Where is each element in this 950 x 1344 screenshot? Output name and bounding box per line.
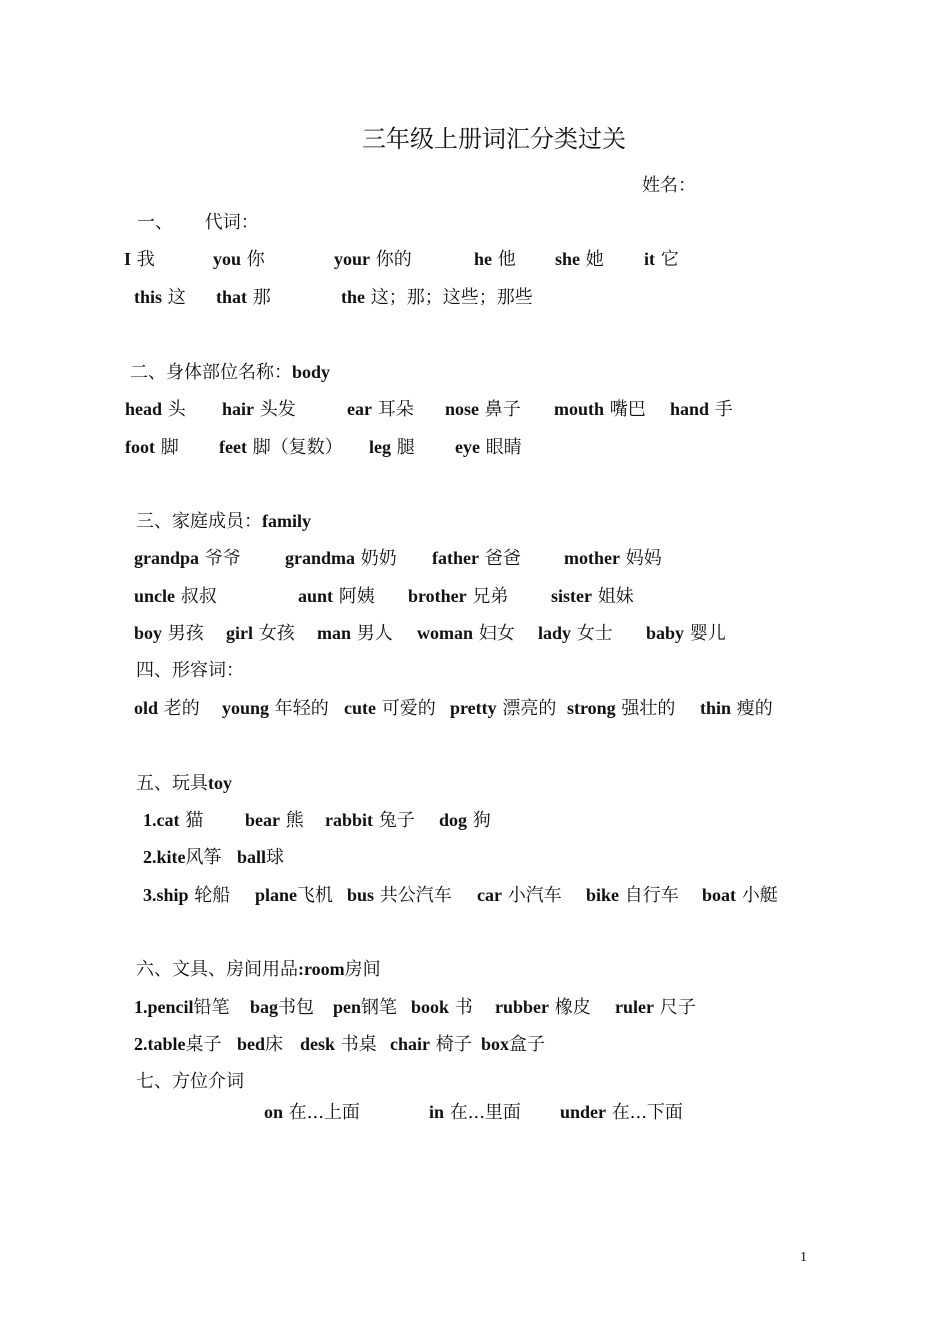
- vocab-item: hand 手: [670, 399, 733, 420]
- section-keyword: :room: [298, 959, 345, 979]
- vocab-item: box盒子: [481, 1034, 546, 1055]
- vocab-item: hair 头发: [222, 399, 296, 420]
- vocab-item: pen钢笔: [333, 997, 398, 1018]
- vocab-item: bear 熊: [245, 810, 304, 831]
- section-keyword: body: [292, 362, 331, 382]
- vocab-item: under 在...下面: [560, 1102, 683, 1123]
- vocab-item: in 在...里面: [429, 1102, 521, 1123]
- vocab-item: man 男人: [317, 623, 393, 644]
- vocab-item: 2.kite风筝: [143, 847, 222, 868]
- vocab-item: on 在...上面: [264, 1102, 360, 1123]
- vocab-item: 2.table桌子: [134, 1034, 222, 1055]
- section-keyword: toy: [208, 773, 232, 793]
- vocab-item: I 我: [124, 249, 155, 270]
- vocab-item: 3.ship 轮船: [143, 885, 231, 906]
- vocab-item: this 这: [134, 287, 186, 308]
- vocab-item: strong 强壮的: [567, 698, 676, 719]
- vocab-item: thin 瘦的: [700, 698, 773, 719]
- section-label: 六、文具、房间用品: [136, 959, 298, 980]
- vocab-item: nose 鼻子: [445, 399, 521, 420]
- vocab-item: bus 共公汽车: [347, 885, 452, 906]
- section-label: 三、家庭成员：: [136, 511, 262, 532]
- page-title: 三年级上册词汇分类过关: [362, 125, 626, 153]
- vocab-item: she 她: [555, 249, 604, 270]
- vocab-item: boy 男孩: [134, 623, 204, 644]
- section-label: 七、方位介词: [136, 1071, 244, 1092]
- vocab-item: rabbit 兔子: [325, 810, 415, 831]
- vocab-item: dog 狗: [439, 810, 491, 831]
- vocab-item: pretty 漂亮的: [450, 698, 557, 719]
- vocab-item: young 年轻的: [222, 698, 329, 719]
- vocab-item: your 你的: [334, 249, 412, 270]
- vocab-item: sister 姐妹: [551, 586, 634, 607]
- vocab-item: ear 耳朵: [347, 399, 414, 420]
- section-label: 代词：: [204, 212, 259, 233]
- vocab-item: bag书包: [250, 997, 315, 1018]
- vocab-item: uncle 叔叔: [134, 586, 217, 607]
- vocab-item: rubber 橡皮: [495, 997, 591, 1018]
- section-heading-family: [136, 507, 311, 533]
- vocab-item: woman 妇女: [417, 623, 515, 644]
- vocab-item: eye 眼睛: [455, 437, 522, 458]
- vocab-item: feet 脚（复数）: [219, 437, 343, 458]
- section-heading-prepositions: [136, 1067, 244, 1093]
- vocab-item: foot 脚: [125, 437, 179, 458]
- page-number: 1: [800, 1250, 807, 1265]
- vocab-item: desk 书桌: [300, 1034, 377, 1055]
- vocab-item: plane飞机: [255, 885, 334, 906]
- vocab-item: 1.cat 猫: [143, 810, 204, 831]
- vocab-item: grandma 奶奶: [285, 548, 397, 569]
- vocab-item: bike 自行车: [586, 885, 679, 906]
- vocab-item: chair 椅子: [390, 1034, 472, 1055]
- vocab-item: head 头: [125, 399, 186, 420]
- vocab-item: ruler 尺子: [615, 997, 696, 1018]
- section-keyword: family: [262, 511, 311, 531]
- vocab-item: father 爸爸: [432, 548, 521, 569]
- section-number: 一、: [137, 212, 173, 233]
- vocab-item: 1.pencil铅笔: [134, 997, 230, 1018]
- vocab-item: the 这；那；这些；那些: [341, 287, 533, 308]
- vocab-item: cute 可爱的: [344, 698, 436, 719]
- vocab-item: bed床: [237, 1034, 284, 1055]
- section-label: 五、玩具: [136, 773, 208, 794]
- vocab-item: lady 女士: [538, 623, 613, 644]
- vocab-item: leg 腿: [369, 437, 415, 458]
- vocab-item: aunt 阿姨: [298, 586, 375, 607]
- vocab-item: you 你: [213, 249, 265, 270]
- vocab-item: that 那: [216, 287, 271, 308]
- section-heading-body: [130, 358, 330, 384]
- section-label-suffix: 房间: [344, 959, 381, 980]
- section-heading-toys: [136, 769, 232, 795]
- section-label: 四、形容词：: [136, 660, 244, 681]
- vocab-item: girl 女孩: [226, 623, 295, 644]
- vocab-item: mouth 嘴巴: [554, 399, 646, 420]
- vocab-item: old 老的: [134, 698, 200, 719]
- name-label: 姓名：: [642, 175, 696, 196]
- vocab-item: mother 妈妈: [564, 548, 662, 569]
- vocab-item: grandpa 爷爷: [134, 548, 241, 569]
- section-heading-room: [136, 955, 381, 981]
- vocab-item: ball球: [237, 847, 285, 868]
- vocab-item: brother 兄弟: [408, 586, 509, 607]
- vocab-item: boat 小艇: [702, 885, 778, 906]
- vocab-item: baby 婴儿: [646, 623, 726, 644]
- vocab-item: book 书: [411, 997, 473, 1018]
- vocab-item: it 它: [644, 249, 679, 270]
- vocab-item: car 小汽车: [477, 885, 562, 906]
- section-label: 二、身体部位名称：: [130, 362, 292, 383]
- vocab-item: he 他: [474, 249, 516, 270]
- section-heading-pronouns: [137, 208, 259, 234]
- section-heading-adjectives: [136, 656, 244, 682]
